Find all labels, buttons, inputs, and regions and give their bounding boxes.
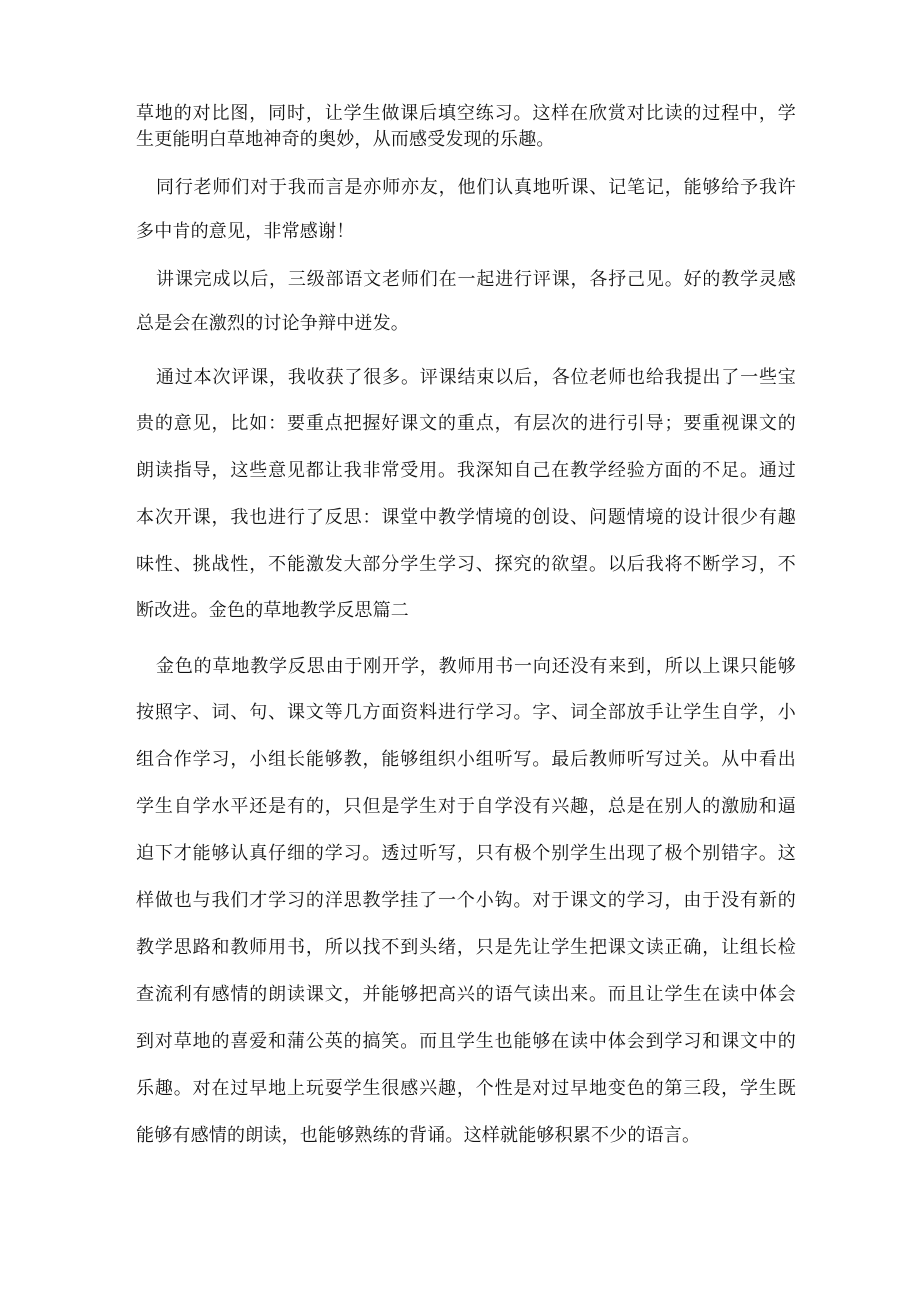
paragraph-5-line-7: 教学思路和教师用书，所以找不到头绪，只是先让学生把课文读正确，让组长检 <box>136 937 796 958</box>
paragraph-5-line-6: 样做也与我们才学习的洋思教学挂了一个小钩。对于课文的学习，由于没有新的 <box>136 890 796 911</box>
paragraph-2-line-1: 同行老师们对于我而言是亦师亦友，他们认真地听课、记笔记，能够给予我许 <box>156 177 796 198</box>
paragraph-5-line-4: 学生自学水平还是有的，只但是学生对于自学没有兴趣，总是在别人的激励和逼 <box>136 796 796 817</box>
paragraph-5-line-10: 乐趣。对在过早地上玩耍学生很感兴趣，个性是对过早地变色的第三段，学生既 <box>136 1078 796 1099</box>
paragraph-1-line-2: 生更能明白草地神奇的奥妙，从而感受发现的乐趣。 <box>136 129 555 150</box>
paragraph-5-line-9: 到对草地的喜爱和蒲公英的搞笑。而且学生也能够在读中体会到学习和课文中的 <box>136 1031 796 1052</box>
paragraph-4-line-4: 本次开课，我也进行了反思：课堂中教学情境的创设、问题情境的设计很少有趣 <box>136 507 796 528</box>
paragraph-4-line-6: 断改进。金色的草地教学反思篇二 <box>136 600 409 621</box>
paragraph-5-line-8: 查流利有感情的朗读课文，并能够把高兴的语气读出来。而且让学生在读中体会 <box>136 984 796 1005</box>
paragraph-3-line-1: 讲课完成以后，三级部语文老师们在一起进行评课，各抒己见。好的教学灵感 <box>156 269 796 290</box>
paragraph-4-line-5: 味性、挑战性，不能激发大部分学生学习、探究的欲望。以后我将不断学习，不 <box>136 554 796 575</box>
paragraph-4-line-2: 贵的意见，比如：要重点把握好课文的重点，有层次的进行引导；要重视课文的 <box>136 413 796 434</box>
paragraph-5-line-5: 迫下才能够认真仔细的学习。透过听写，只有极个别学生出现了极个别错字。这 <box>136 843 796 864</box>
paragraph-1-line-1: 草地的对比图，同时，让学生做课后填空练习。这样在欣赏对比读的过程中，学 <box>136 103 796 124</box>
paragraph-4-line-1: 通过本次评课，我收获了很多。评课结束以后，各位老师也给我提出了一些宝 <box>156 367 796 388</box>
paragraph-4-line-3: 朗读指导，这些意见都让我非常受用。我深知自己在教学经验方面的不足。通过 <box>136 460 796 481</box>
paragraph-5-line-3: 组合作学习，小组长能够教，能够组织小组听写。最后教师听写过关。从中看出 <box>136 749 796 770</box>
paragraph-5-line-1: 金色的草地教学反思由于刚开学，教师用书一向还没有来到，所以上课只能够 <box>156 656 796 677</box>
paragraph-3-line-2: 总是会在激烈的讨论争辩中迸发。 <box>136 313 409 334</box>
paragraph-5-line-11: 能够有感情的朗读，也能够熟练的背诵。这样就能够积累不少的语言。 <box>136 1125 701 1146</box>
paragraph-5-line-2: 按照字、词、句、课文等几方面资料进行学习。字、词全部放手让学生自学，小 <box>136 702 796 723</box>
paragraph-2-line-2: 多中肯的意见，非常感谢！ <box>136 221 355 242</box>
